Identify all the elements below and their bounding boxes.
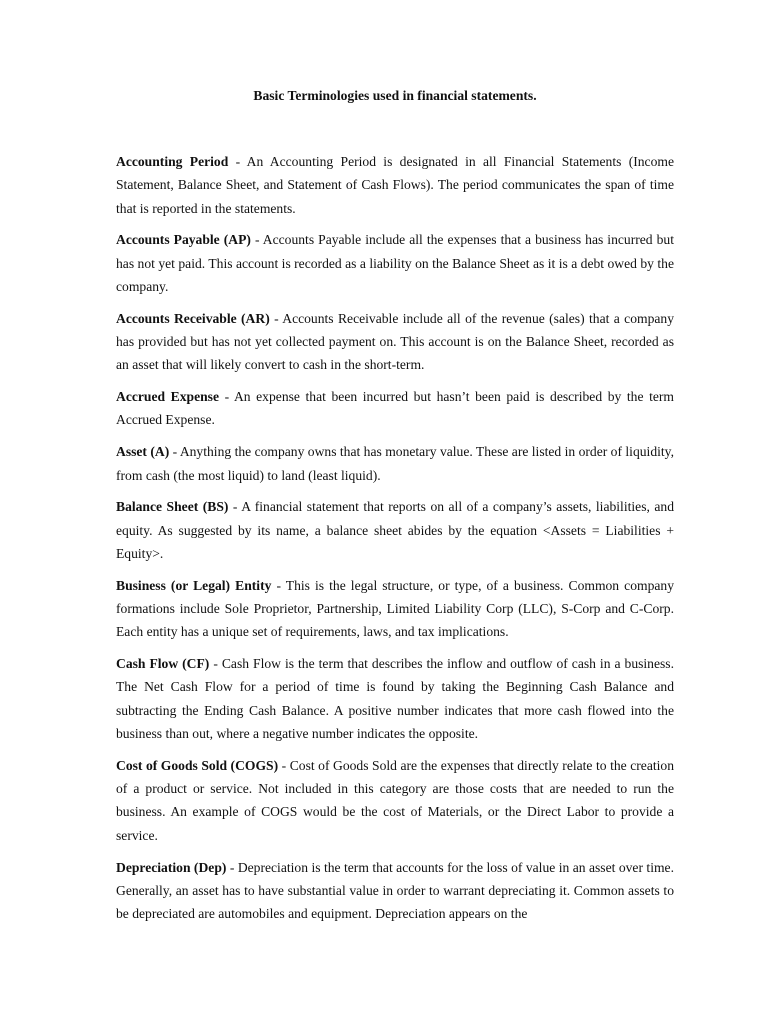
entry-term: Balance Sheet (BS) bbox=[116, 499, 229, 515]
entry-term: Cost of Goods Sold (COGS) bbox=[116, 757, 279, 773]
entry-term: Accounts Payable (AP) bbox=[116, 232, 251, 248]
entry-definition: Cost of Goods Sold are the expenses that directly relate to the creation of a product or service. Not included in this category are those costs that are needed to run the business. An example of COGS would be the cost of Materials, or the Direct Labor to provide a service. bbox=[116, 757, 674, 843]
entry-separator: - bbox=[228, 154, 247, 169]
glossary-entry bbox=[116, 440, 674, 487]
glossary-entry bbox=[116, 150, 674, 220]
entry-term: Depreciation (Dep) bbox=[116, 859, 227, 875]
entry-term: Cash Flow (CF) bbox=[116, 656, 210, 672]
entry-definition: A financial statement that reports on all of a company’s assets, liabilities, and equity. As suggested by its name, a balance sheet abides by the equation <Assets = Liabilities + Equity>. bbox=[116, 499, 674, 561]
entry-separator: - bbox=[219, 389, 234, 405]
glossary-entry bbox=[116, 228, 674, 298]
entry-separator: - bbox=[169, 444, 180, 460]
entry-definition: An Accounting Period is designated in all Financial Statements (Income Statement, Balance Sheet, and Statement of Cash Flows). The period communicates the span of time that is reported in the statements. bbox=[116, 154, 674, 216]
glossary-entries bbox=[116, 150, 674, 934]
entry-definition: Anything the company owns that has monetary value. These are listed in order of liquidity, from cash (the most liquid) to land (least liquid). bbox=[116, 444, 674, 483]
glossary-entry bbox=[116, 652, 674, 745]
entry-separator: - bbox=[278, 757, 290, 773]
entry-separator: - bbox=[209, 656, 222, 672]
entry-separator: - bbox=[250, 232, 263, 248]
entry-term: Accounts Receivable (AR) bbox=[116, 310, 270, 326]
entry-term: Accounting Period bbox=[116, 154, 229, 169]
entry-term: Asset (A) bbox=[116, 444, 170, 460]
glossary-entry bbox=[116, 856, 674, 926]
entry-separator: - bbox=[228, 499, 242, 515]
glossary-entry bbox=[116, 754, 674, 847]
glossary-entry bbox=[116, 495, 674, 565]
entry-term: Accrued Expense bbox=[116, 389, 219, 405]
entry-definition: An expense that been incurred but hasn’t been paid is described by the term Accrued Expense. bbox=[116, 389, 674, 428]
entry-separator: - bbox=[269, 310, 283, 326]
entry-separator: - bbox=[271, 577, 286, 593]
entry-definition: Cash Flow is the term that describes the inflow and outflow of cash in a business. The Net Cash Flow for a period of time is found by taking the Beginning Cash Balance and subtracting the Ending Cash Balance. A positive number indicates that more cash flowed into the business than out, where a negative number indicates the opposite. bbox=[116, 656, 674, 742]
entry-definition: This is the legal structure, or type, of a business. Common company formations include Sole Proprietor, Partnership, Limited Liability Corp (LLC), S-Corp and C-Corp. Each entity has a unique set of requirements, laws, and tax implications. bbox=[116, 577, 674, 640]
entry-term: Business (or Legal) Entity bbox=[116, 577, 272, 593]
glossary-entry bbox=[116, 307, 674, 377]
document-title: Basic Terminologies used in financial statements. bbox=[253, 88, 537, 103]
entry-definition: Accounts Payable include all the expenses that a business has incurred but has not yet paid. This account is recorded as a liability on the Balance Sheet as it is a debt owed by the company. bbox=[116, 232, 674, 294]
entry-definition: Accounts Receivable include all of the revenue (sales) that a company has provided but has not yet collected payment on. This account is on the Balance Sheet, recorded as an asset that will likely convert to cash in the short-term. bbox=[116, 310, 674, 373]
entry-separator: - bbox=[226, 859, 238, 875]
glossary-entry bbox=[116, 385, 674, 432]
glossary-entry bbox=[116, 574, 674, 644]
entry-definition: Depreciation is the term that accounts for the loss of value in an asset over time. Generally, an asset has to have substantial value in order to warrant depreciating it. Common assets to be depreciated are automobiles and equipment. Depreciation appears on the bbox=[116, 859, 674, 922]
